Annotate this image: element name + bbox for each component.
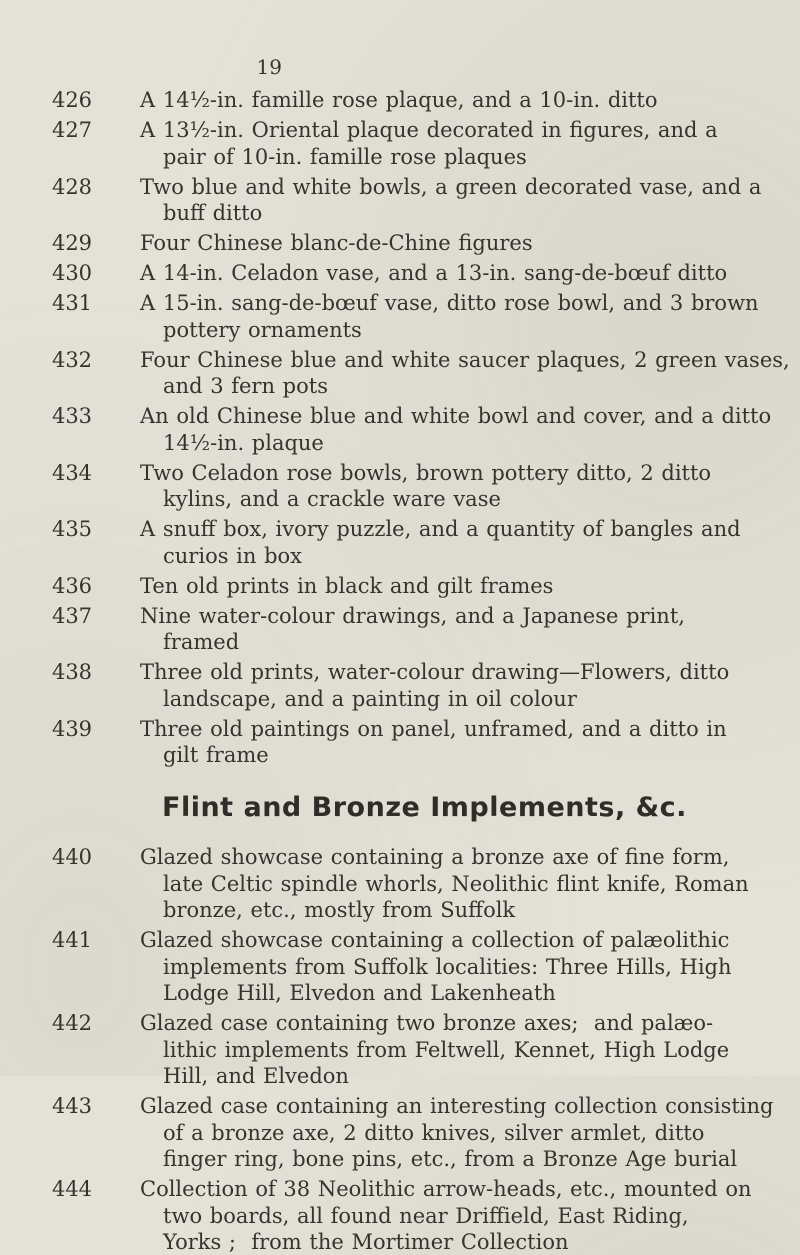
lot-description-line: two boards, all found near Driffield, East Riding,	[140, 1203, 689, 1228]
lot-description-line: Four Chinese blue and white saucer plaques, 2 green vases,	[140, 347, 790, 372]
lot-description-line: A 14-in. Celadon vase, and a 13-in. sang-de-bœuf ditto	[140, 261, 728, 285]
lot-description-line: Collection of 38 Neolithic arrow-heads, etc., mounted on	[140, 1177, 752, 1201]
lot-number: 436	[51, 573, 93, 598]
lot-description-line: Yorks ; from the Mortimer Collection	[140, 1230, 569, 1254]
lot-description-line: finger ring, bone pins, etc., from a Bronze Age burial	[140, 1147, 738, 1171]
lot-description-line: lithic implements from Feltwell, Kennet, High Lodge	[140, 1037, 730, 1062]
lot-description-line: framed	[140, 630, 240, 654]
page-number: 19	[256, 55, 282, 79]
lot-description-line: pair of 10-in. famille rose plaques	[140, 144, 527, 169]
lot-description-line: late Celtic spindle whorls, Neolithic flint knife, Roman	[140, 871, 749, 896]
lot-description-line: implements from Suffolk localities: Three Hills, High	[140, 954, 732, 979]
lot-number: 435	[51, 517, 93, 541]
lot-description-line: Ten old prints in black and gilt frames	[140, 573, 554, 598]
lot-description-line: A snuff box, ivory puzzle, and a quantity of bangles and	[140, 517, 741, 541]
lot-description-line: Glazed case containing two bronze axes; and palæo-	[140, 1011, 714, 1035]
lot-description-line: Glazed showcase containing a bronze axe of fine form,	[140, 845, 730, 869]
lot-number: 440	[51, 845, 93, 869]
lot-number: 434	[51, 460, 93, 485]
lot-number: 430	[51, 261, 93, 285]
lot-number: 433	[51, 404, 93, 428]
lot-description-line: Three old prints, water-colour drawing—Flowers, ditto	[140, 660, 730, 684]
lot-description-line: kylins, and a crackle ware vase	[140, 487, 501, 511]
lot-description-line: A 15-in. sang-de-bœuf vase, ditto rose bowl, and 3 brown	[140, 291, 759, 315]
lot-description-line: Two blue and white bowls, a green decorated vase, and a	[140, 174, 762, 199]
lot-number: 442	[51, 1011, 93, 1035]
lot-description-line: Hill, and Elvedon	[140, 1064, 349, 1088]
lot-number: 428	[51, 174, 93, 199]
lot-description-line: Three old paintings on panel, unframed, and a ditto in	[140, 716, 727, 741]
lot-description-line: gilt frame	[140, 743, 269, 767]
lot-number: 438	[51, 660, 93, 684]
lot-number: 427	[51, 118, 93, 142]
lot-description-line: landscape, and a painting in oil colour	[140, 686, 577, 711]
lot-description-line: 14½-in. plaque	[140, 430, 324, 455]
lot-description-line: buff ditto	[140, 201, 263, 225]
lot-description-line: Lodge Hill, Elvedon and Lakenheath	[140, 981, 556, 1005]
lot-description-line: and 3 fern pots	[140, 374, 328, 398]
lot-number: 444	[51, 1177, 93, 1201]
lot-description-line: Two Celadon rose bowls, brown pottery ditto, 2 ditto	[140, 460, 712, 485]
section-heading: Flint and Bronze Implements, &c.	[162, 792, 687, 823]
lot-description-line: of a bronze axe, 2 ditto knives, silver armlet, ditto	[140, 1120, 705, 1145]
lot-description-line: Glazed showcase containing a collection of palæolithic	[140, 928, 730, 952]
lot-description-line: Four Chinese blanc-de-Chine figures	[140, 231, 533, 255]
lot-description-line: bronze, etc., mostly from Suffolk	[140, 898, 516, 922]
lot-number: 439	[51, 716, 93, 741]
lot-description-line: Nine water-colour drawings, and a Japanese print,	[140, 603, 685, 628]
lot-number: 429	[51, 231, 93, 255]
lot-number: 437	[51, 603, 93, 628]
lot-number: 426	[51, 88, 93, 112]
lot-number: 432	[51, 347, 93, 372]
lot-number: 441	[51, 928, 93, 952]
lot-number: 443	[51, 1094, 93, 1118]
lot-description-line: curios in box	[140, 543, 303, 568]
lot-description-line: A 13½-in. Oriental plaque decorated in figures, and a	[140, 118, 718, 142]
lot-description-line: A 14½-in. famille rose plaque, and a 10-in. ditto	[140, 88, 658, 112]
lot-description-line: An old Chinese blue and white bowl and cover, and a ditto	[140, 404, 772, 428]
lot-description-line: Glazed case containing an interesting collection consisting	[140, 1094, 774, 1118]
lot-description-line: pottery ornaments	[140, 317, 362, 342]
lot-number: 431	[51, 291, 93, 315]
